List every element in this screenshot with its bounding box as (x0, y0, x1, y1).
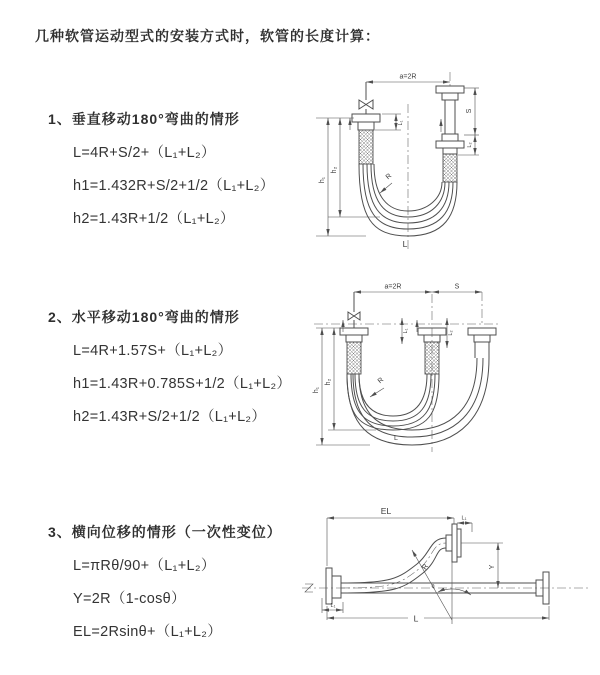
dim-label-l: L (413, 613, 419, 624)
formula-h2: h2=1.43R+S/2+1/2（L₁+L₂） (73, 409, 267, 425)
dim-label-l2: L₂ (448, 330, 454, 336)
formula-h1: h1=1.43R+0.785S+1/2（L₁+L₂） (73, 376, 292, 392)
formula-l: L=πRθ/90+（L₁+L₂） (73, 558, 216, 574)
formula-h2: h2=1.43R+1/2（L₁+L₂） (73, 211, 235, 227)
radius-label: R (421, 563, 431, 572)
radius-callout (370, 377, 385, 397)
dimension-l2 (447, 318, 454, 348)
centerline (314, 292, 500, 452)
dimension-el (327, 506, 454, 566)
dim-label-h2: h₂ (331, 166, 338, 174)
hose-u-bend-position-1 (347, 374, 439, 430)
dimension-a2r (366, 74, 450, 83)
dim-label-h1: h₁ (319, 176, 326, 184)
formula-l: L=4R+1.57S+（L₁+L₂） (73, 343, 233, 359)
radius-label: R (384, 172, 394, 182)
dimension-y (461, 543, 503, 588)
dimension-l (327, 606, 549, 624)
dimension-s (464, 88, 479, 135)
diagram-lateral-displacement (296, 498, 600, 650)
page-title: 几种软管运动型式的安装方式时，软管的长度计算： (35, 28, 380, 44)
left-flange (340, 328, 368, 374)
section-3-heading: 3、横向位移的情形（一次性变位） (48, 524, 282, 540)
dimension-s (432, 284, 482, 293)
dimension-h1 (313, 328, 370, 445)
diagram-horizontal-180-bend (308, 280, 600, 458)
left-flange (326, 568, 341, 604)
dim-label-l1-top: L₁ (461, 515, 467, 522)
radius-callout (380, 173, 393, 193)
formula-el: EL=2Rsinθ+（L₁+L₂） (73, 624, 223, 640)
dim-label-y: Y (489, 564, 496, 570)
section-2-heading: 2、水平移动180°弯曲的情形 (48, 309, 240, 325)
radius-label: R (376, 376, 386, 386)
right-flange-shifted-position (468, 328, 496, 358)
length-label: L (402, 239, 408, 249)
dim-label-a2r: a=2R (399, 73, 417, 81)
dim-label-l1: L₁ (403, 328, 409, 334)
formula-h1: h1=1.432R+S/2+1/2（L₁+L₂） (73, 178, 275, 194)
dim-label-l1: L₁ (398, 120, 404, 126)
dim-label-s: S (454, 283, 460, 291)
section-vertical-movement (48, 109, 275, 228)
dimension-a2r (354, 284, 432, 293)
right-flange-assembly (436, 86, 464, 182)
dimension-l1-top (457, 516, 472, 533)
dim-label-s: S (466, 108, 473, 114)
dimension-h1 (316, 118, 366, 236)
dim-label-h1: h₁ (313, 386, 320, 394)
section-horizontal-movement (48, 307, 291, 426)
section-1-heading: 1、垂直移动180°弯曲的情形 (48, 111, 240, 127)
left-flange (352, 114, 380, 164)
angle-theta-label: θ (431, 584, 435, 590)
valve-icon (359, 82, 373, 114)
section-lateral-displacement (48, 522, 282, 641)
hose-s-curve-displaced (341, 538, 446, 593)
dim-label-l1-bottom: L₁ (330, 603, 336, 609)
dim-label-a2r: a=2R (384, 283, 402, 291)
upper-flange-displaced (446, 524, 461, 562)
valve-icon (348, 292, 360, 328)
dim-label-el: EL (380, 506, 392, 516)
dim-label-l2: L₂ (467, 142, 473, 148)
dimension-l2 (458, 135, 479, 155)
formula-y: Y=2R（1-cosθ） (73, 591, 186, 607)
hose-u-bend-position-2 (347, 358, 489, 445)
diagram-vertical-180-bend (308, 66, 600, 266)
dim-label-h2: h₂ (325, 378, 332, 386)
length-label: L (394, 435, 398, 442)
formula-l: L=4R+S/2+（L₁+L₂） (73, 145, 216, 161)
middle-flange (418, 328, 446, 374)
dimension-l1 (402, 318, 409, 344)
